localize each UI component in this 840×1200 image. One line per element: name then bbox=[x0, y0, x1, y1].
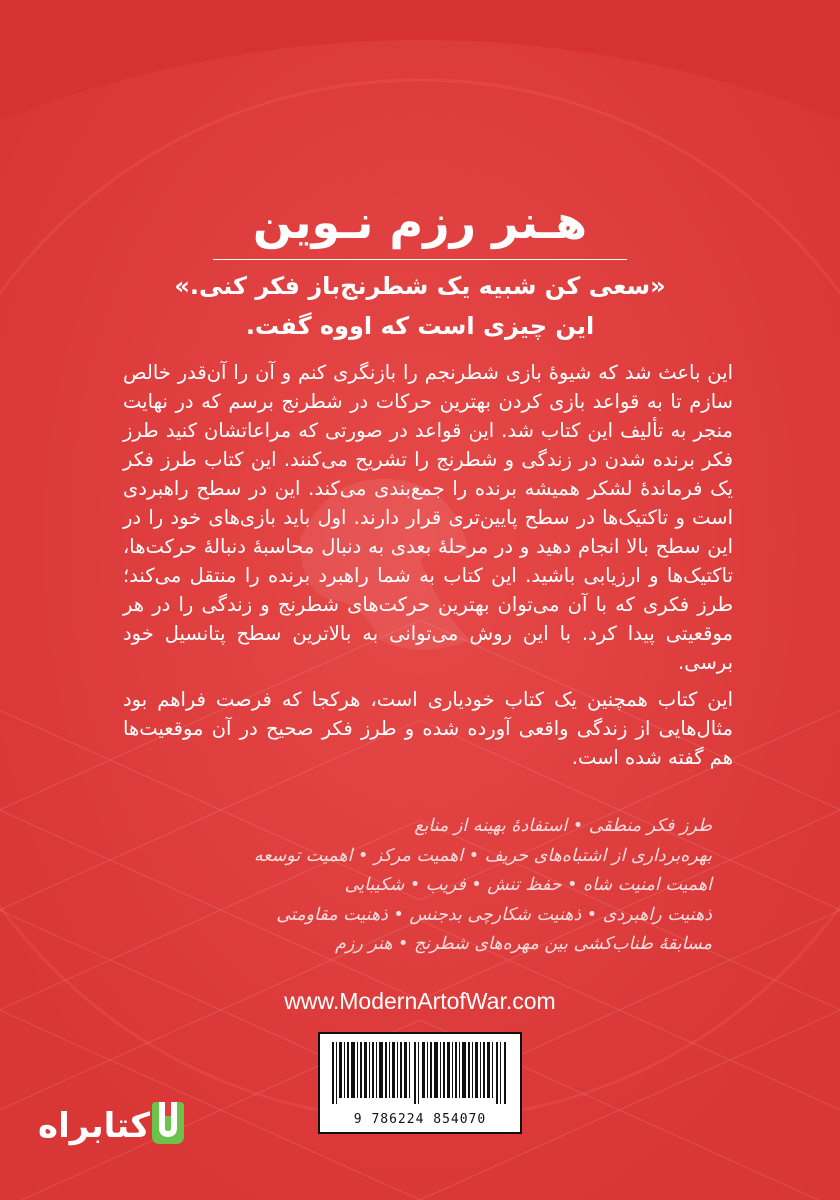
description-text bbox=[123, 358, 733, 772]
description-paragraph-1: این باعث شد که شیوهٔ بازی شطرنجم را بازنگری کنم و آن را آن‌قدر خالص سازم تا به قواعد بازی کردن بهترین حرکات در شطرنج برسم که در نهایت منجر به تألیف این کتاب شد. این قواعد در صورتی که مراعاتشان کنید طرز فکر برنده شدن در زندگی و شطرنج را تشریح می‌کنند. این کتاب طرز فکر یک فرماندهٔ لشکر همیشه برنده را جمع‌بندی می‌کند. این در سطح راهبردی است و تاکتیک‌ها در سطح پایین‌تری قرار دارند. اول باید بازی‌های خود را در این سطح بالا انجام دهید و در مرحلهٔ بعدی به دنبال محاسبهٔ دنبالهٔ حرکت‌ها، تاکتیک‌ها و ارزیابی باشید. این کتاب به شما راهبرد برنده را منتقل می‌کند؛ طرز فکری که با آن می‌توان بهترین حرکت‌های شطرنج و زندگی را در هر موقعیتی پیدا کرد. با این روش می‌توانی به بالاترین سطح پتانسیل خود برسی. bbox=[123, 361, 733, 674]
quote-block bbox=[0, 266, 840, 346]
isbn-barcode bbox=[318, 1032, 522, 1134]
publisher-logo bbox=[38, 1098, 188, 1154]
book-title: هـنر رزم نـوین bbox=[252, 195, 588, 249]
ketabrah-logo-icon bbox=[148, 1098, 188, 1148]
barcode-bars bbox=[332, 1042, 508, 1104]
topics-line: طرز فکر منطقی • استفادهٔ بهینه از منابع bbox=[414, 816, 712, 836]
quote-line-1: «سعی کن شبیه یک شطرنج‌باز فکر کنی.» bbox=[174, 272, 666, 300]
topics-line: ذهنیت راهبردی • ذهنیت شکارچی بدجنس • ذهنیت مقاومتی bbox=[276, 904, 712, 925]
website-url: www.ModernArtofWar.com bbox=[284, 988, 556, 1014]
quote-line-2: این چیزی است که اووه گفت. bbox=[245, 312, 595, 340]
description-paragraph-2: این کتاب همچنین یک کتاب خودیاری است، هرکجا که فرصت فراهم بود مثال‌هایی از زندگی واقعی آورده شده و طرز فکر صحیح در آن موقعیت‌ها هم گفته شده است. bbox=[123, 688, 733, 769]
topics-line: بهره‌برداری از اشتباه‌های حریف • اهمیت مرکز • اهمیت توسعه bbox=[253, 845, 712, 866]
topics-line: اهمیت امنیت شاه • حفظ تنش • فریب • شکیبایی bbox=[344, 875, 712, 895]
topics-line: مسابقهٔ طناب‌کشی بین مهره‌های شطرنج • هنر رزم bbox=[335, 934, 712, 954]
title-divider bbox=[213, 259, 627, 260]
isbn-number: 9 786224 854070 bbox=[353, 1112, 487, 1127]
publisher-name: کتابراه bbox=[38, 1106, 151, 1146]
topics-list bbox=[100, 812, 712, 960]
